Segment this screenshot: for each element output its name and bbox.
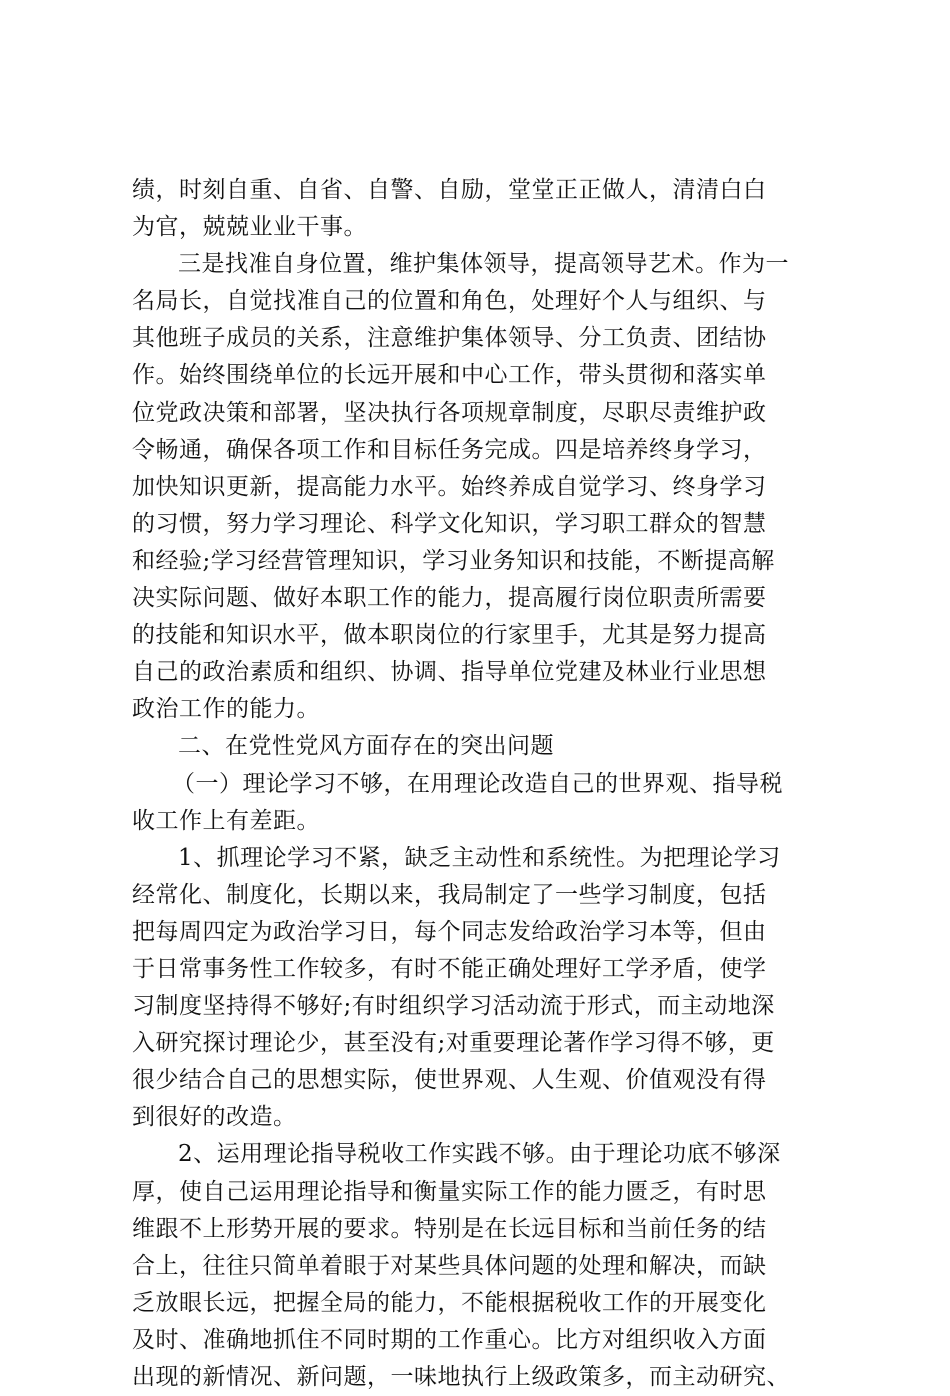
document-page — [132, 172, 832, 1396]
text-line: 习制度坚持得不够好;有时组织学习活动流于形式，而主动地深 — [132, 993, 775, 1020]
text-line: 政治工作的能力。 — [132, 696, 320, 723]
text-line: 作。始终围绕单位的长远开展和中心工作，带头贯彻和落实单 — [132, 362, 767, 389]
text-line: 的习惯，努力学习理论、科学文化知识，学习职工群众的智慧 — [132, 510, 767, 537]
text-line: 合上，往往只简单着眼于对某些具体问题的处理和解决，而缺 — [132, 1252, 767, 1279]
text-line: 自己的政治素质和组织、协调、指导单位党建及林业行业思想 — [132, 659, 767, 686]
text-line: 到很好的改造。 — [132, 1104, 297, 1131]
paragraph-start: 三是找准自身位置，维护集体领导，提高领导艺术。作为一 — [178, 251, 789, 278]
text-line: 维跟不上形势开展的要求。特别是在长远目标和当前任务的结 — [132, 1215, 767, 1242]
text-line: 出现的新情况、新问题，一味地执行上级政策多，而主动研究、 — [132, 1364, 790, 1390]
text-line: 位党政决策和部署，坚决执行各项规章制度，尽职尽责维护政 — [132, 399, 767, 426]
text-line: 绩，时刻自重、自省、自警、自励，堂堂正正做人，清清白白 — [132, 177, 767, 203]
text-line: 把每周四定为政治学习日，每个同志发给政治学习本等，但由 — [132, 918, 767, 945]
paragraph-start: 1、抓理论学习不紧，缺乏主动性和系统性。为把理论学习 — [178, 844, 781, 871]
subsection-heading: （一）理论学习不够，在用理论改造自己的世界观、指导税 — [172, 770, 783, 797]
text-line: 乏放眼长远，把握全局的能力，不能根据税收工作的开展变化 — [132, 1289, 767, 1316]
text-line: 加快知识更新，提高能力水平。始终养成自觉学习、终身学习 — [132, 473, 767, 500]
paragraph-start: 2、运用理论指导税收工作实践不够。由于理论功底不够深 — [178, 1141, 781, 1168]
text-line: 为官，兢兢业业干事。 — [132, 214, 367, 241]
text-line: 其他班子成员的关系，注意维护集体领导、分工负责、团结协 — [132, 325, 767, 352]
text-line: 经常化、制度化，长期以来，我局制定了一些学习制度，包括 — [132, 881, 767, 908]
text-line: 和经验;学习经营管理知识，学习业务知识和技能，不断提高解 — [132, 547, 775, 574]
text-line: 很少结合自己的思想实际，使世界观、人生观、价值观没有得 — [132, 1067, 767, 1094]
text-line: 厚，使自己运用理论指导和衡量实际工作的能力匮乏，有时思 — [132, 1178, 767, 1205]
text-line: 收工作上有差距。 — [132, 807, 320, 834]
text-line: 决实际问题、做好本职工作的能力，提高履行岗位职责所需要 — [132, 585, 767, 612]
text-line: 令畅通，确保各项工作和目标任务完成。四是培养终身学习， — [132, 436, 767, 463]
text-line: 的技能和知识水平，做本职岗位的行家里手，尤其是努力提高 — [132, 622, 767, 649]
text-line: 及时、准确地抓住不同时期的工作重心。比方对组织收入方面 — [132, 1326, 767, 1353]
text-line: 于日常事务性工作较多，有时不能正确处理好工学矛盾，使学 — [132, 955, 767, 982]
section-heading: 二、在党性党风方面存在的突出问题 — [178, 733, 554, 760]
text-line: 入研究探讨理论少，甚至没有;对重要理论著作学习得不够，更 — [132, 1030, 775, 1057]
text-line: 名局长，自觉找准自己的位置和角色，处理好个人与组织、与 — [132, 288, 767, 315]
